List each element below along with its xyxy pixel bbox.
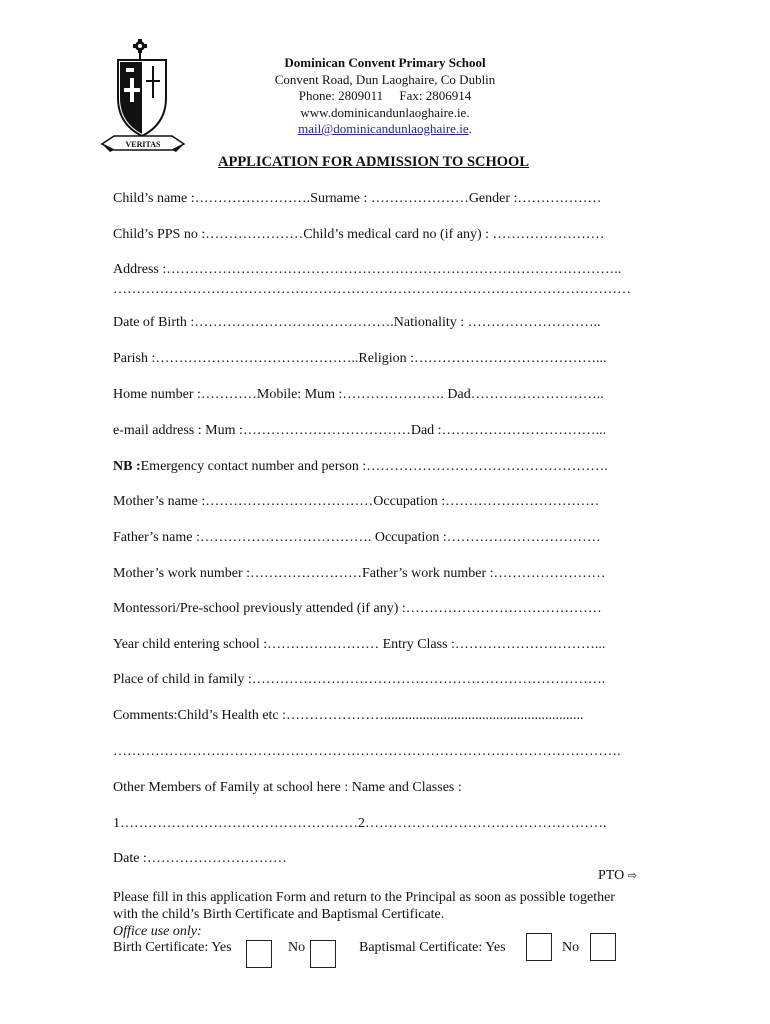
- baptismal-cert-label: Baptismal Certificate: Yes: [359, 940, 506, 955]
- work-numbers-line[interactable]: Mother’s work number :……………………Father’s work number :……………………: [113, 566, 606, 581]
- nb-label: NB :: [113, 459, 141, 474]
- phone-fax: Phone: 2809011 Fax: 2806914: [298, 88, 472, 103]
- instructions-line-2: with the child’s Birth Certificate and Baptismal Certificate.: [113, 907, 445, 922]
- home-number-line[interactable]: Home number :…………Mobile: Mum :…………………. Dad………………………..: [113, 387, 604, 402]
- childs-name-line[interactable]: Child’s name :…………………….Surname : …………………Gender :………………: [113, 191, 602, 206]
- other-members-label: Other Members of Family at school here : Name and Classes :: [113, 780, 462, 795]
- address-line-2[interactable]: …………………………………………………………………………………………………: [113, 282, 631, 297]
- arrow-right-icon: ⇨: [627, 869, 637, 882]
- email-line: [240, 121, 530, 138]
- instructions-line-1: Please fill in this application Form and return to the Principal as soon as possible together: [113, 890, 615, 905]
- baptismal-cert-no-checkbox[interactable]: [590, 933, 616, 961]
- email-suffix: .: [468, 121, 472, 136]
- baptismal-cert-yes-checkbox[interactable]: [526, 933, 552, 961]
- school-address: Convent Road, Dun Laoghaire, Co Dublin: [274, 71, 496, 87]
- preschool-line[interactable]: Montessori/Pre-school previously attended (if any) :……………………………………: [113, 601, 602, 616]
- mothers-name-line[interactable]: Mother’s name :………………………………Occupation :……………………………: [113, 494, 600, 509]
- comments-line[interactable]: Comments:Child’s Health etc :………………….........................................................: [113, 708, 584, 723]
- dob-line[interactable]: Date of Birth :…………………………………….Nationality : ………………………..: [113, 315, 601, 330]
- school-crest-logo: [100, 36, 185, 163]
- school-name: Dominican Convent Primary School: [284, 55, 486, 70]
- email-link[interactable]: mail@dominicandunlaoghaire.ie: [298, 121, 469, 136]
- emergency-text: Emergency contact number and person :…………………………………………….: [140, 459, 608, 474]
- baptismal-cert-no-label: No: [562, 940, 580, 955]
- year-entering-line[interactable]: Year child entering school :…………………… Entry Class :…………………………...: [113, 637, 606, 652]
- fathers-name-line[interactable]: Father’s name :………………………………. Occupation :……………………………: [113, 530, 601, 545]
- pps-line[interactable]: Child’s PPS no :…………………Child’s medical card no (if any) : ……………………: [113, 227, 605, 242]
- emergency-contact-line[interactable]: [113, 459, 608, 475]
- comments-line-2[interactable]: ……………………………………………………………………………………………….: [113, 744, 621, 759]
- address-line-1[interactable]: Address :……………………………………………………………………………………..: [113, 262, 622, 277]
- pto-text: PTO: [598, 868, 625, 883]
- office-use-label: Office use only:: [113, 924, 202, 939]
- website: www.dominicandunlaoghaire.ie.: [300, 104, 470, 120]
- form-title: APPLICATION FOR ADMISSION TO SCHOOL: [218, 154, 529, 170]
- birth-cert-yes-checkbox[interactable]: [246, 940, 272, 968]
- place-in-family-line[interactable]: Place of child in family :………………………………………………………………….: [113, 672, 606, 687]
- parish-line[interactable]: Parish :……………………………………..Religion :…………………………………...: [113, 351, 607, 366]
- pto-label: [598, 868, 637, 884]
- birth-cert-no-checkbox[interactable]: [310, 940, 336, 968]
- birth-cert-no-label: No: [288, 940, 306, 955]
- date-line[interactable]: Date :…………………………: [113, 851, 287, 866]
- birth-cert-label: Birth Certificate: Yes: [113, 940, 232, 955]
- members-line[interactable]: 1……………………………………………2…………………………………………….: [113, 816, 607, 831]
- email-address-line[interactable]: e-mail address : Mum :………………………………Dad :……………………………...: [113, 423, 607, 438]
- crest-motto: VERITAS: [125, 140, 161, 149]
- school-header: [240, 55, 530, 138]
